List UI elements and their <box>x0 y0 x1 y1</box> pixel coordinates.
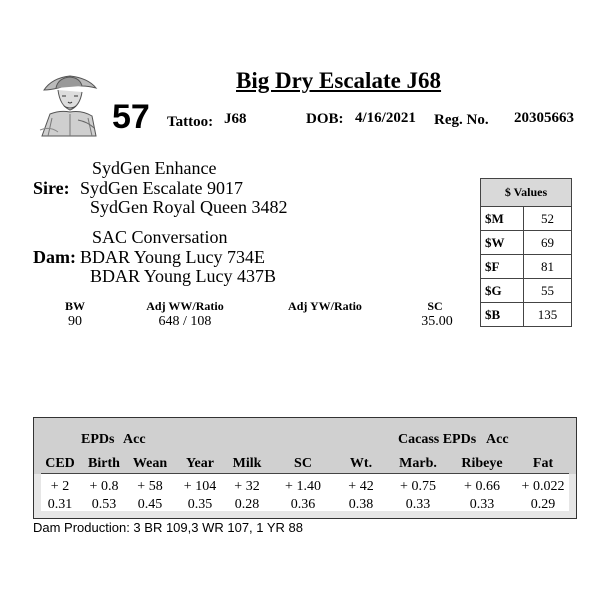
sire-label: Sire: <box>33 178 70 198</box>
epd-accuracy: 0.33 <box>405 497 431 512</box>
dollar-value-row <box>481 231 572 255</box>
sire-sire: SydGen Enhance <box>92 158 217 178</box>
adj-yw-header: Adj YW/Ratio <box>288 299 362 313</box>
dollar-value-value: 52 <box>524 207 572 231</box>
dam-production: Dam Production: 3 BR 109,3 WR 107, 1 YR 88 <box>33 520 304 535</box>
bw-header: BW <box>64 299 85 313</box>
tattoo-value: J68 <box>224 111 247 127</box>
epd-column-header: Wean <box>132 456 168 471</box>
cowboy-sketch-icon <box>30 70 108 138</box>
epd-value: + 42 <box>348 479 374 494</box>
dollar-value-value: 69 <box>524 231 572 255</box>
adj-ww-header: Adj WW/Ratio <box>146 299 224 313</box>
carcass-acc-label: Acc <box>486 432 509 447</box>
dollar-value-key: $F <box>481 255 524 279</box>
epd-column-header: Ribeye <box>461 456 503 471</box>
dollar-value-row <box>481 279 572 303</box>
page-title: Big Dry Escalate J68 <box>236 68 442 93</box>
dollar-value-value: 81 <box>524 255 572 279</box>
dob-label: DOB: <box>306 111 344 127</box>
epd-column-header: Birth <box>88 456 120 471</box>
epd-value: + 1.40 <box>285 479 321 494</box>
epd-accuracy: 0.28 <box>234 497 260 512</box>
epd-value: + 0.022 <box>521 479 565 494</box>
epd-accuracy: 0.53 <box>91 497 117 512</box>
reg-value: 20305663 <box>514 110 574 126</box>
epd-value: + 58 <box>137 479 163 494</box>
epd-column-header: CED <box>45 456 75 471</box>
dollar-value-key: $W <box>481 231 524 255</box>
dollar-value-row <box>481 303 572 327</box>
dam-sire: SAC Conversation <box>92 227 228 247</box>
epd-accuracy: 0.45 <box>137 497 163 512</box>
epd-accuracy: 0.31 <box>47 497 73 512</box>
epd-column-header: Marb. <box>399 456 437 471</box>
epd-column-header: Fat <box>532 456 554 471</box>
lot-number: 57 <box>112 98 150 136</box>
epd-value: + 0.75 <box>400 479 436 494</box>
dam-name: BDAR Young Lucy 734E <box>80 247 266 267</box>
dam-dam: BDAR Young Lucy 437B <box>90 266 277 286</box>
reg-label: Reg. No. <box>434 112 489 128</box>
adj-ww-value: 648 / 108 <box>158 314 212 329</box>
sire-name: SydGen Escalate 9017 <box>80 178 243 198</box>
epd-column-header: Wt. <box>349 456 373 471</box>
epd-column-header: Year <box>186 456 214 471</box>
epd-accuracy: 0.36 <box>290 497 316 512</box>
epd-value: + 0.8 <box>89 479 119 494</box>
epd-column-header: SC <box>294 456 312 471</box>
dollar-value-value: 55 <box>524 279 572 303</box>
dam-label: Dam: <box>33 247 76 267</box>
dollar-value-row <box>481 207 572 231</box>
epd-column-header: Milk <box>232 456 262 471</box>
epd-value: + 104 <box>183 479 217 494</box>
carcass-epd-label: Cacass EPDs <box>398 432 477 447</box>
dollar-value-value: 135 <box>524 303 572 327</box>
epd-value: + 2 <box>50 479 70 494</box>
dob-value: 4/16/2021 <box>355 110 416 126</box>
dollar-value-key: $G <box>481 279 524 303</box>
epd-accuracy: 0.33 <box>469 497 495 512</box>
epd-acc-label: Acc <box>123 432 146 447</box>
epd-group-label: EPDs <box>81 432 115 447</box>
bw-value: 90 <box>68 314 82 329</box>
epd-value: + 0.66 <box>464 479 500 494</box>
dollar-value-key: $M <box>481 207 524 231</box>
dollar-value-key: $B <box>481 303 524 327</box>
dollar-values-title: $ Values <box>481 179 572 207</box>
epd-accuracy: 0.29 <box>530 497 556 512</box>
epd-divider <box>41 473 569 474</box>
epd-accuracy: 0.35 <box>187 497 213 512</box>
epd-box <box>33 417 577 519</box>
epd-accuracy: 0.38 <box>348 497 374 512</box>
dollar-values-table <box>480 178 572 327</box>
sc-value: 35.00 <box>421 314 453 329</box>
sc-header: SC <box>427 299 443 313</box>
tattoo-label: Tattoo: <box>167 114 214 130</box>
epd-value: + 32 <box>234 479 260 494</box>
sire-dam: SydGen Royal Queen 3482 <box>90 197 288 217</box>
dollar-value-row <box>481 255 572 279</box>
